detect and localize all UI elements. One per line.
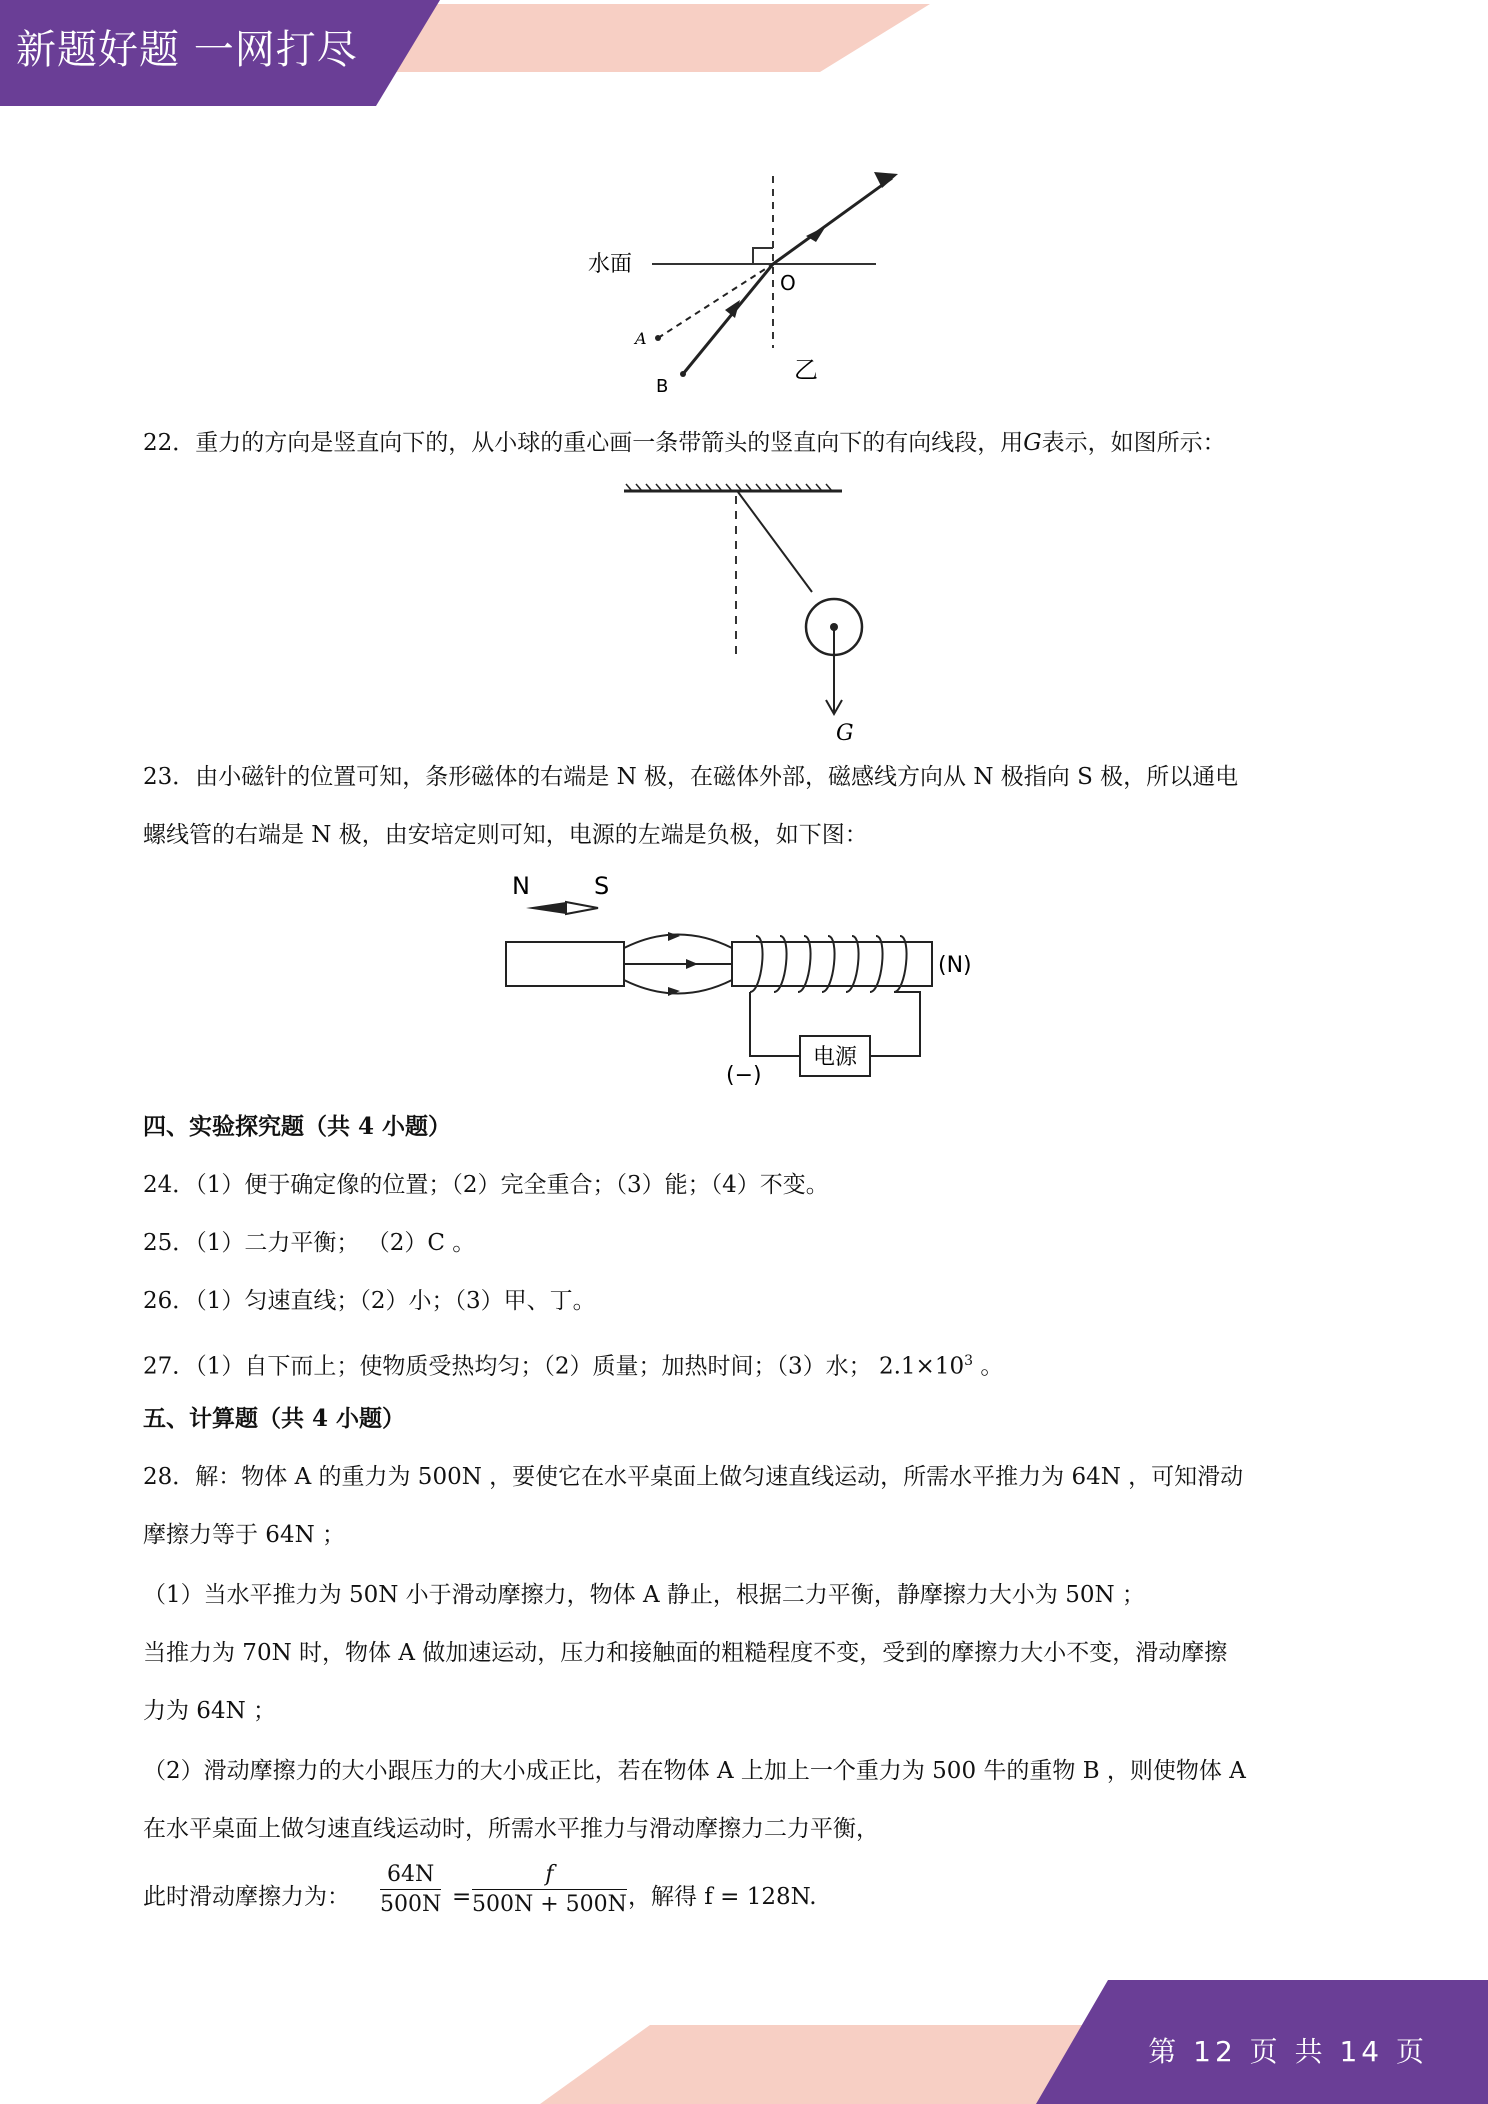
compass-n-label: N (512, 872, 530, 900)
solenoid-diagram (500, 870, 1000, 1090)
answer-28-line5: 力为 64N ； (143, 1698, 277, 1724)
point-o-label: O (780, 271, 796, 295)
power-source-label: 电源 (812, 1045, 858, 1070)
answer-28-line2: 摩擦力等于 64N ； (143, 1522, 346, 1548)
answer-24: 24．（1）便于确定像的位置；（2）完全重合；（3）能；（4）不变。 (143, 1172, 829, 1198)
header-title: 新题好题 一网打尽 (16, 27, 358, 73)
page-number: 第 12 页 共 14 页 (1148, 2035, 1428, 2068)
answer-23-line2: 螺线管的右端是 N 极，由安培定则可知，电源的左端是负极，如下图： (143, 822, 868, 848)
coil-pole-label: (N) (938, 953, 972, 978)
bar-magnet (506, 942, 624, 986)
point-a-label: A (635, 329, 647, 348)
answer-28-line4: 当推力为 70N 时，物体 A 做加速运动，压力和接触面的粗糙程度不变，受到的摩擦力大小不变，滑动摩擦 (143, 1640, 1228, 1666)
answer-28-line6: （2）滑动摩擦力的大小跟压力的大小成正比，若在物体 A 上加上一个重力为 500 牛的重物 B ，则使物体 A (143, 1758, 1246, 1784)
answer-28-line7: 在水平桌面上做匀速直线运动时，所需水平推力与滑动摩擦力二力平衡， (143, 1816, 879, 1842)
fraction-1: $\frac{64N}{500N}$ (380, 1862, 442, 1917)
water-surface-label: 水面 (588, 252, 633, 277)
answer-27: 27．（1）自下而上；使物质受热均匀；（2）质量；加热时间；（3）水； $2.1\times 10^3$ 。 (143, 1353, 1004, 1380)
answer-22: 22．重力的方向是竖直向下的，从小球的重心画一条带箭头的竖直向下的有向线段，用G表示，如图所示： (143, 430, 1226, 456)
pendulum-diagram (620, 482, 854, 746)
point-b-label: B (656, 376, 669, 397)
compass-needle-s (566, 902, 598, 914)
answer-25: 25．（1）二力平衡； （2）C 。 (143, 1230, 476, 1256)
gravity-label: G (836, 721, 854, 746)
compass-needle-n (526, 902, 566, 914)
equals-sign: = (452, 1884, 472, 1910)
negative-terminal-label: (−) (726, 1063, 762, 1088)
answer-28-result: ，解得 f = 128N. (628, 1884, 817, 1910)
answer-28-line8: 此时滑动摩擦力为： (143, 1884, 350, 1910)
answer-23-line1: 23．由小磁针的位置可知，条形磁体的右端是 N 极，在磁体外部，磁感线方向从 N 极指向 S 极，所以通电 (143, 764, 1239, 790)
figure-caption: 乙 (794, 356, 818, 384)
answer-28-line3: （1）当水平推力为 50N 小于滑动摩擦力，物体 A 静止，根据二力平衡，静摩擦力大小为 50N ； (143, 1582, 1145, 1608)
refraction-diagram (580, 158, 900, 408)
section-5-heading: 五、计算题（共 4 小题） (143, 1405, 406, 1432)
fraction-2: $\frac{f}{500N + 500N}$ (472, 1862, 627, 1917)
compass-s-label: S (594, 872, 610, 900)
answer-28-line1: 28．解：物体 A 的重力为 500N ，要使它在水平桌面上做匀速直线运动，所需水平推力为 64N ，可知滑动 (143, 1464, 1244, 1490)
section-4-heading: 四、实验探究题（共 4 小题） (143, 1113, 452, 1140)
answer-26: 26．（1）匀速直线；（2）小；（3）甲、丁。 (143, 1288, 596, 1314)
